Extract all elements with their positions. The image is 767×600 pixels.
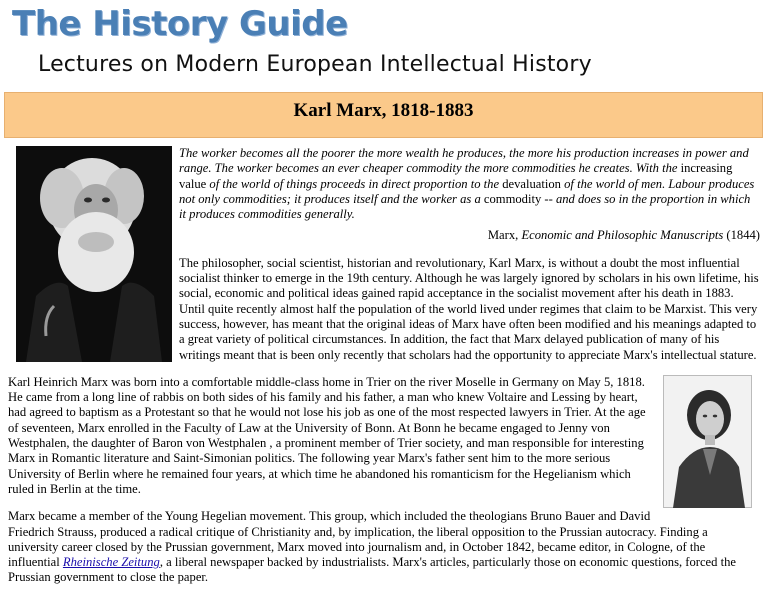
- article-content: [8, 146, 760, 598]
- quote-part-4: -- and does so in the proportion in which it produces commodities generally.: [179, 191, 751, 222]
- paragraph-young-hegelians-text-end: , a liberal newspaper backed by industrialists. Marx's articles, particularly those on economic questions, forced the Prussian government to close the paper.: [8, 555, 736, 585]
- paragraph-introduction: The philosopher, social scientist, historian and revolutionary, Karl Marx, is without a doubt the most influential socialist thinker to emerge in the 19th century. Although he was largely ignored by scholars in his own lifetime, his social, economic and political ideas gained rapid acceptance in the socialist movement after his death in 1883. Until quite recently almost half the population of the world lived under regimes that claim to be Marxist. This very success, however, has meant that the original ideas of Marx have often been modified and his meanings adapted to a great variety of political circumstances. In addition, the fact that Marx delayed publication of many of his writings meant that is been only recently that scholars had the opportunity to appreciate Marx's intellectual stature.: [179, 255, 759, 362]
- title-banner: [4, 92, 763, 138]
- page-title: Karl Marx, 1818-1883: [293, 100, 474, 121]
- paragraph-young-hegelians: [8, 509, 760, 585]
- quote-part-3: of the world of men. Labour produces not only commodities; it produces itself and the worker as a: [179, 176, 755, 206]
- rheinische-zeitung-link[interactable]: Rheinische Zeitung: [62, 555, 160, 570]
- quote-part-2: of the world of things proceeds in direct proportion to the: [206, 176, 503, 191]
- quote-word-commodity: commodity: [483, 191, 542, 206]
- paragraph-young-hegelians-text: Marx became a member of the Young Hegelian movement. This group, which included the theologians Bruno Bauer and David Friedrich Strauss, produced a radical critique of Christianity and, by implication, the liberal opposition to the Prussian autocracy. Finding a university career closed by the Prussian government, Marx moved into journalism and, in October 1842, became editor, in Cologne, of the influential: [8, 509, 708, 570]
- attribution-year: (1844): [723, 228, 760, 243]
- quote-word-increasing: increasing: [680, 161, 733, 176]
- karl-marx-portrait: [16, 146, 172, 362]
- site-subtitle: Lectures on Modern European Intellectual History: [38, 52, 592, 77]
- quote-word-value: value: [179, 176, 207, 191]
- paragraph-early-life: Karl Heinrich Marx was born into a comfortable middle-class home in Trier on the river Moselle in Germany on May 5, 1818. He came from a long line of rabbis on both sides of his family and his father, a man who knew Voltaire and Lessing by heart, had agreed to baptism as a Protestant so that he would not lose his job as one of the most respected lawyers in Trier. At the age of seventeen, Marx enrolled in the Faculty of Law at the University of Bonn. At Bonn he became engaged to Jenny von Westphalen, the daughter of Baron von Westphalen , a prominent member of Trier society, and man responsible for interesting Marx in Romantic literature and Saint-Simonian politics. The following year Marx's father sent him to the more serious University of Berlin where he remained four years, at which time he abandoned his romanticism for the Hegelianism which ruled in Berlin at the time.: [8, 374, 646, 496]
- quote-word-devaluation: devaluation: [502, 176, 561, 191]
- site-title[interactable]: The History Guide: [12, 4, 348, 44]
- quote-part-1: The worker becomes all the poorer the more wealth he produces, the more his production increases in power and range. The worker becomes an ever cheaper commodity the more commodities he creates. With the: [179, 146, 749, 176]
- attribution-author: Marx,: [487, 228, 522, 243]
- jenny-von-westphalen-portrait: [663, 375, 752, 508]
- attribution-work: Economic and Philosophic Manuscripts: [521, 228, 724, 243]
